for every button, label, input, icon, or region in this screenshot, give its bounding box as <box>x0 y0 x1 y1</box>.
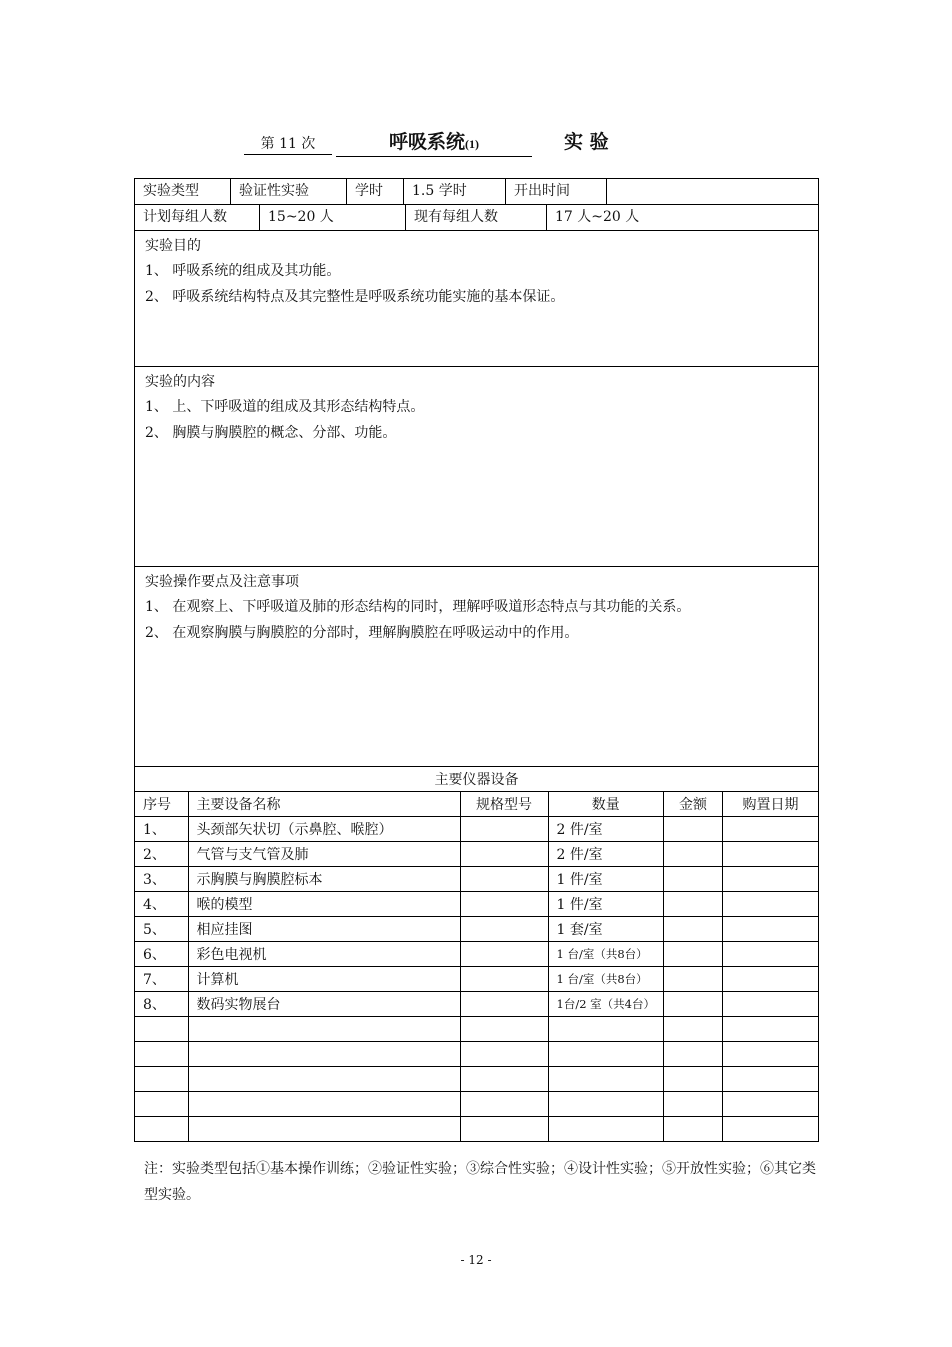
empty-row <box>135 1067 818 1092</box>
row-date <box>722 917 818 942</box>
operation-heading: 实验操作要点及注意事项 <box>145 574 299 590</box>
row-spec <box>460 867 548 892</box>
row-index: 4、 <box>135 892 188 917</box>
page-number: - 12 - <box>460 1253 492 1267</box>
row-quantity: 1 件/室 <box>548 867 663 892</box>
row-index: 3、 <box>135 867 188 892</box>
title-suffix: 实 验 <box>564 131 609 153</box>
table-row <box>135 817 818 842</box>
table-row <box>135 992 818 1017</box>
row-amount <box>663 917 722 942</box>
row-name: 彩色电视机 <box>188 942 460 967</box>
row-name: 计算机 <box>188 967 460 992</box>
empty-row <box>135 1117 818 1142</box>
content-item: 2、 胸膜与胸膜腔的概念、分部、功能。 <box>145 425 397 441</box>
col-header-quantity: 数量 <box>548 792 663 817</box>
experiment-title-suffix: (1) <box>465 137 479 151</box>
value-planned-group-size: 15~20 人 <box>260 205 406 230</box>
experiment-title-text: 呼吸系统 <box>388 131 465 153</box>
row-index: 2、 <box>135 842 188 867</box>
row-spec <box>460 842 548 867</box>
row-amount <box>663 817 722 842</box>
equipment-caption-row <box>135 767 818 792</box>
row-name: 示胸膜与胸膜腔标本 <box>188 867 460 892</box>
row-index: 8、 <box>135 992 188 1017</box>
page-title <box>0 128 952 160</box>
session-number: 第 11 次 <box>244 134 332 155</box>
operation-item: 1、 在观察上、下呼吸道及肺的形态结构的同时，理解呼吸道形态特点与其功能的关系。 <box>145 599 691 615</box>
purpose-heading: 实验目的 <box>145 238 201 254</box>
table-row <box>135 842 818 867</box>
equipment-header-row <box>135 792 818 817</box>
empty-row <box>135 1042 818 1067</box>
col-header-name: 主要设备名称 <box>188 792 460 817</box>
row-amount <box>663 942 722 967</box>
row-index: 6、 <box>135 942 188 967</box>
value-experiment-type: 验证性实验 <box>231 179 347 204</box>
row-amount <box>663 992 722 1017</box>
value-open-time <box>607 179 818 204</box>
row-index: 1、 <box>135 817 188 842</box>
row-quantity: 1 台/室（共8台） <box>548 942 663 967</box>
row-quantity: 1 件/室 <box>548 892 663 917</box>
operation-section <box>135 567 818 767</box>
row-amount <box>663 967 722 992</box>
row-name: 气管与支气管及肺 <box>188 842 460 867</box>
table-row <box>135 942 818 967</box>
purpose-section <box>135 231 818 367</box>
row-index: 7、 <box>135 967 188 992</box>
value-hours: 1.5 学时 <box>404 179 506 204</box>
col-header-amount: 金额 <box>663 792 722 817</box>
row-amount <box>663 842 722 867</box>
purpose-item: 2、 呼吸系统结构特点及其完整性是呼吸系统功能实施的基本保证。 <box>145 289 565 305</box>
label-open-time: 开出时间 <box>506 179 607 204</box>
table-row <box>135 867 818 892</box>
row-quantity: 2 件/室 <box>548 842 663 867</box>
row-spec <box>460 917 548 942</box>
operation-item: 2、 在观察胸膜与胸膜腔的分部时，理解胸膜腔在呼吸运动中的作用。 <box>145 625 579 641</box>
experiment-title <box>336 128 532 157</box>
row-date <box>722 967 818 992</box>
empty-row <box>135 1092 818 1117</box>
row-date <box>722 892 818 917</box>
row-name: 数码实物展台 <box>188 992 460 1017</box>
row-date <box>722 867 818 892</box>
row-date <box>722 992 818 1017</box>
table-row <box>135 917 818 942</box>
row-date <box>722 842 818 867</box>
row-amount <box>663 892 722 917</box>
col-header-index: 序号 <box>135 792 188 817</box>
content-item: 1、 上、下呼吸道的组成及其形态结构特点。 <box>145 399 425 415</box>
row-spec <box>460 892 548 917</box>
row-spec <box>460 992 548 1017</box>
label-planned-group-size: 计划每组人数 <box>135 205 260 230</box>
row-index: 5、 <box>135 917 188 942</box>
label-hours: 学时 <box>347 179 404 204</box>
row-quantity: 1 套/室 <box>548 917 663 942</box>
table-row <box>135 967 818 992</box>
experiment-form <box>134 178 819 1142</box>
row-name: 喉的模型 <box>188 892 460 917</box>
row-spec <box>460 942 548 967</box>
equipment-caption: 主要仪器设备 <box>135 767 818 792</box>
info-row-2 <box>135 205 818 231</box>
label-current-group-size: 现有每组人数 <box>406 205 547 230</box>
row-amount <box>663 867 722 892</box>
footnote: 注：实验类型包括①基本操作训练；②验证性实验；③综合性实验；④设计性实验；⑤开放性实验；⑥其它类型实验。 <box>144 1161 816 1203</box>
content-heading: 实验的内容 <box>145 374 215 390</box>
row-spec <box>460 967 548 992</box>
col-header-spec: 规格型号 <box>460 792 548 817</box>
value-current-group-size: 17 人~20 人 <box>555 209 640 225</box>
row-name: 相应挂图 <box>188 917 460 942</box>
info-row-1 <box>135 179 818 205</box>
table-row <box>135 892 818 917</box>
row-name: 头颈部矢状切（示鼻腔、喉腔） <box>188 817 460 842</box>
row-date <box>722 942 818 967</box>
row-date <box>722 817 818 842</box>
purpose-item: 1、 呼吸系统的组成及其功能。 <box>145 263 341 279</box>
row-spec <box>460 817 548 842</box>
label-experiment-type: 实验类型 <box>135 179 231 204</box>
col-header-purchase-date: 购置日期 <box>722 792 818 817</box>
equipment-table <box>135 767 818 1141</box>
row-quantity: 2 件/室 <box>548 817 663 842</box>
empty-row <box>135 1017 818 1042</box>
row-quantity: 1台/2 室（共4台） <box>548 992 663 1017</box>
content-section <box>135 367 818 567</box>
row-quantity: 1 台/室（共8台） <box>548 967 663 992</box>
